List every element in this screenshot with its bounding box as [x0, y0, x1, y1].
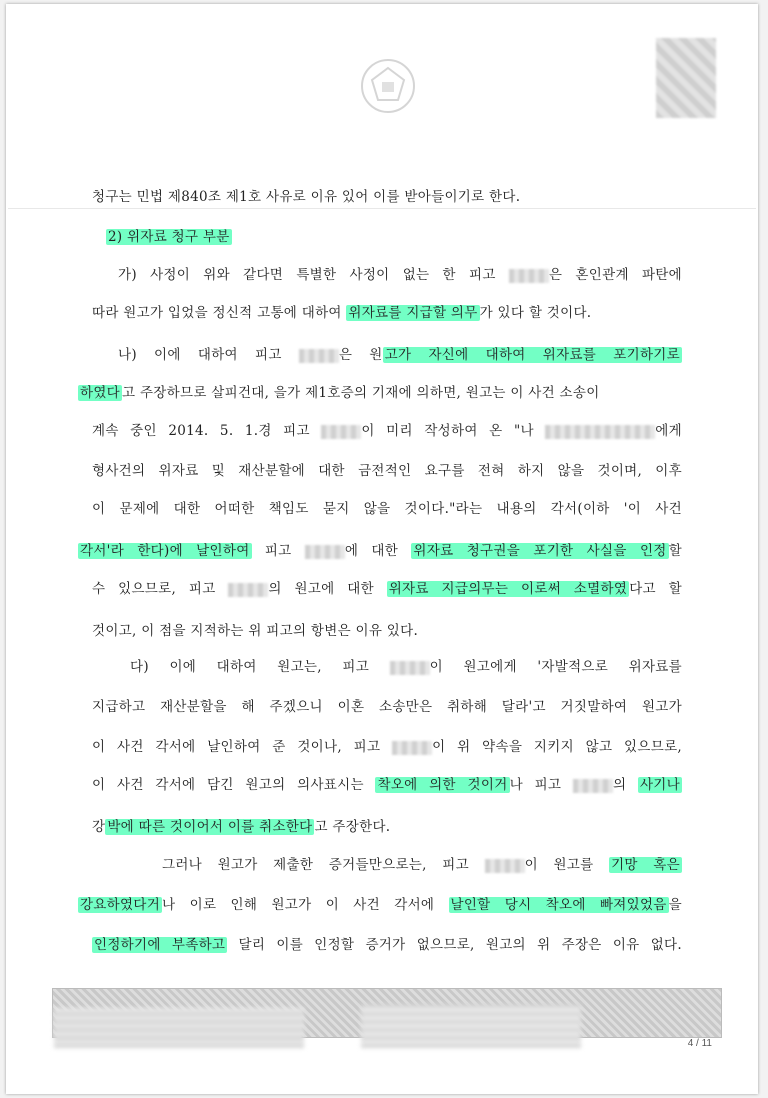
text-line: 수 있으므로, 피고 의 원고에 대한 위자료 지급의무는 이로써 소멸하였 다고 할: [92, 581, 682, 597]
text-line: 인정하기에 부족하고 달리 이를 인정할 증거가 없으므로, 원고의 위 주장은 이유 없다.: [94, 937, 682, 953]
text-line: 것이고, 이 점을 지적하는 위 피고의 항변은 이유 있다.: [92, 623, 419, 639]
text-line: 이 사건 각서에 담긴 원고의 의사표시는 착오에 의한 것이거 나 피고 의 사기나: [92, 777, 680, 793]
redacted-footer-text: [361, 1004, 581, 1048]
redacted-name: [509, 269, 549, 283]
text-line: 가) 사정이 위와 같다면 특별한 사정이 없는 한 피고 은 혼인관계 파탄에: [118, 267, 682, 283]
text-line: 계속 중인 2014. 5. 1.경 피고 이 미리 작성하여 온 "나 에게: [92, 423, 682, 439]
text-line: 지급하고 재산분할을 해 주겠으니 이혼 소송만은 취하해 달라'고 거짓말하여 원고가: [92, 699, 682, 715]
text-line: 이 문제에 대한 어떠한 책임도 묻지 않을 것이다."라는 내용의 각서(이하 '이 사건: [92, 501, 682, 517]
text-line: 하였다 고 주장하므로 살피건대, 을가 제1호증의 기재에 의하면, 원고는 이 사건 소송이: [80, 385, 600, 401]
redacted-name: [573, 779, 613, 793]
redacted-footer-text: [54, 1008, 304, 1048]
redacted-name: [305, 545, 345, 559]
redacted-name: [299, 349, 339, 363]
text-line: 각서'라 한다)에 날인하여 피고 에 대한 위자료 청구권을 포기한 사실을 인정 할: [80, 543, 682, 559]
redacted-name: [228, 583, 268, 597]
text-line: 따라 원고가 입었을 정신적 고통에 대하여 위자료를 지급할 의무 가 있다 할 것이다.: [92, 305, 592, 321]
redacted-name: [485, 859, 525, 873]
section-heading: 2) 위자료 청구 부분: [108, 229, 230, 245]
document-page: [6, 4, 758, 1094]
court-seal-icon: [358, 56, 418, 116]
text-line: 청구는 민법 제840조 제1호 사유로 이유 있어 이를 받아들이기로 한다.: [92, 189, 521, 205]
text-line: 나) 이에 대하여 피고 은 원 고가 자신에 대하여 위자료를 포기하기로: [118, 347, 680, 363]
text-line: 강요하였다거 나 이로 인해 원고가 이 사건 각서에 날인할 당시 착오에 빠져있었음 을: [80, 897, 682, 913]
page-number: 4 / 11: [687, 1038, 712, 1049]
text-line: 형사건의 위자료 및 재산분할에 대한 금전적인 요구를 전혀 하지 않을 것이며, 이후: [92, 463, 682, 479]
text-line: 다) 이에 대하여 원고는, 피고 이 원고에게 '자발적으로 위자료를: [130, 659, 682, 675]
text-line: 그러나 원고가 제출한 증거들만으로는, 피고 이 원고를 기망 혹은: [162, 857, 680, 873]
redacted-name: [321, 425, 361, 439]
redacted-name: [545, 425, 655, 439]
redacted-stamp: [656, 38, 716, 118]
text-line: 강 박에 따른 것이어서 이를 취소한다 고 주장한다.: [92, 819, 391, 835]
text-line: 이 사건 각서에 날인하여 준 것이나, 피고 이 위 약속을 지키지 않고 있으므로,: [92, 739, 683, 755]
redacted-name: [392, 741, 432, 755]
redacted-name: [390, 661, 430, 675]
